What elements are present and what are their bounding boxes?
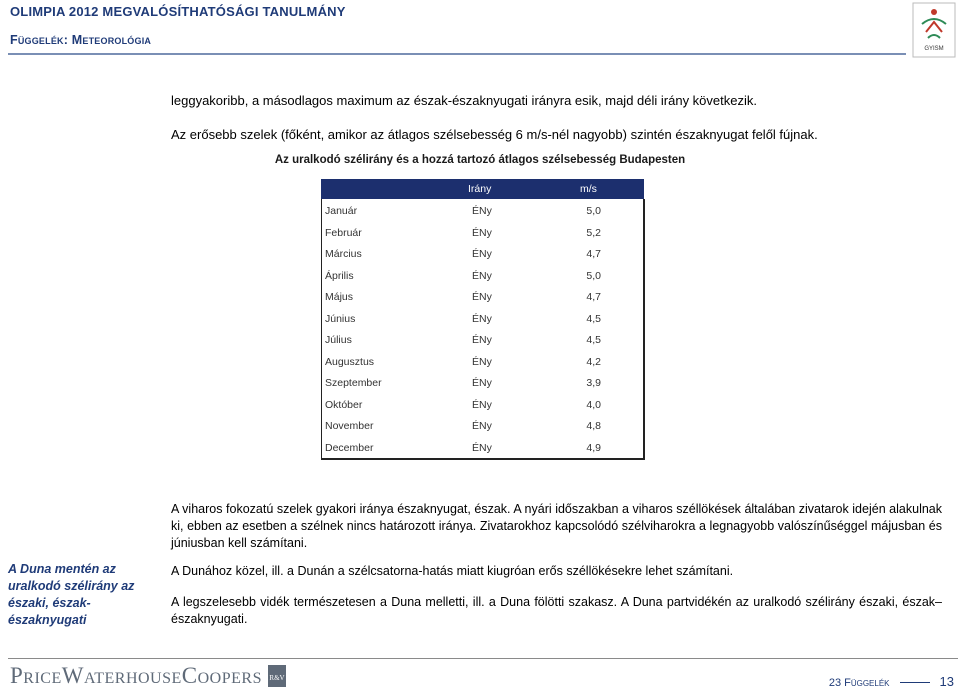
- month-cell: Január: [325, 205, 358, 217]
- direction-cell: ÉNy: [472, 248, 492, 260]
- header-divider: [8, 53, 906, 55]
- speed-cell: 4,7: [586, 248, 601, 260]
- table-header-direction: Irány: [468, 183, 492, 195]
- table-row: [322, 374, 643, 396]
- direction-cell: ÉNy: [472, 420, 492, 432]
- speed-cell: 5,2: [586, 226, 601, 239]
- svg-text:R&V: R&V: [269, 674, 285, 682]
- speed-cell: 5,0: [586, 205, 601, 217]
- margin-note: A Duna mentén az uralkodó szélirány az északi, észak-északnyugati: [8, 562, 135, 627]
- table-row: [322, 353, 643, 375]
- speed-cell: 5,0: [586, 269, 601, 282]
- pwc-logo-text: PriceWaterhouseCoopers: [10, 663, 262, 688]
- pwc-logo-mark: [268, 665, 286, 687]
- footer-dash: [900, 682, 930, 683]
- table-row: [322, 267, 643, 289]
- month-cell: Október: [325, 398, 363, 411]
- table-row: [322, 417, 643, 439]
- direction-cell: ÉNy: [472, 226, 492, 239]
- direction-cell: ÉNy: [472, 377, 492, 389]
- direction-cell: ÉNy: [472, 312, 492, 325]
- direction-cell: ÉNy: [472, 398, 492, 411]
- table-row: [322, 202, 643, 224]
- intro-line-1: leggyakoribb, a másodlagos maximum az észak-északnyugati irányra esik, majd déli irány következik.: [171, 93, 757, 108]
- month-cell: Március: [325, 248, 362, 260]
- month-cell: Augusztus: [325, 355, 375, 368]
- month-cell: December: [325, 441, 374, 454]
- month-cell: Június: [325, 312, 356, 325]
- direction-cell: ÉNy: [472, 269, 492, 282]
- speed-cell: 4,0: [586, 398, 601, 411]
- document-title: OLIMPIA 2012 MEGVALÓSÍTHATÓSÁGI TANULMÁNY: [10, 4, 346, 19]
- direction-cell: ÉNy: [472, 355, 492, 368]
- gyism-logo: [912, 2, 956, 58]
- intro-line-2: Az erősebb szelek (főként, amikor az átlagos szélsebesség 6 m/s-nél nagyobb) szintén északnyugat felől fújnak.: [171, 127, 818, 142]
- month-cell: Február: [325, 226, 362, 239]
- direction-cell: ÉNy: [472, 291, 492, 303]
- speed-cell: 4,7: [586, 291, 601, 303]
- direction-cell: ÉNy: [472, 441, 492, 454]
- table-row: [322, 439, 643, 461]
- table-header-speed: m/s: [580, 183, 597, 195]
- footer-section: 23 Függelék: [828, 677, 890, 689]
- paragraph-storm-winds: A viharos fokozatú szelek gyakori iránya északnyugat, észak. A nyári időszakban a viharos széllökések általában zivatarok idején alakulnak ki, ebben az esetben a szélnek nincs határozott iránya. Zivatarokhoz kapcsolódó szélviharokra a legnagyobb valószínűséggel májusban és júniusban kell számítani.: [171, 502, 942, 550]
- speed-cell: 4,8: [586, 420, 601, 432]
- month-cell: November: [325, 420, 374, 432]
- table-row: [322, 224, 643, 246]
- page-footer: [829, 674, 954, 689]
- page-number: 13: [939, 674, 954, 689]
- table-row: [322, 331, 643, 353]
- svg-text:GYISM: GYISM: [924, 46, 944, 52]
- speed-cell: 4,2: [586, 355, 601, 368]
- table-title: Az uralkodó szélirány és a hozzá tartozó átlagos szélsebesség Budapesten: [274, 154, 686, 166]
- direction-cell: ÉNy: [472, 205, 492, 217]
- month-cell: Szeptember: [325, 377, 382, 389]
- table-row: [322, 288, 643, 310]
- speed-cell: 4,5: [586, 312, 601, 325]
- month-cell: Április: [325, 269, 354, 282]
- month-cell: Július: [325, 334, 352, 346]
- wind-table-body: [321, 199, 645, 460]
- table-row: [322, 310, 643, 332]
- table-row: [322, 396, 643, 418]
- document-subtitle: Függelék: Meteorológia: [10, 33, 152, 47]
- pwc-logo: [10, 664, 286, 688]
- month-cell: Május: [325, 291, 354, 303]
- paragraph-windiest-area: A legszelesebb vidék természetesen a Duna melletti, ill. a Duna fölötti szakasz. A Duna partvidékén az uralkodó szélirány északi, észak–északnyugati.: [171, 595, 942, 626]
- speed-cell: 4,9: [586, 441, 601, 454]
- direction-cell: ÉNy: [472, 334, 492, 346]
- paragraph-danube-gusts: A Dunához közel, ill. a Dunán a szélcsatorna-hatás miatt kiugróan erős széllökésekre lehet számítani.: [171, 564, 734, 578]
- footer-divider: [8, 658, 958, 659]
- speed-cell: 4,5: [586, 334, 601, 346]
- speed-cell: 3,9: [586, 377, 601, 389]
- table-row: [322, 245, 643, 267]
